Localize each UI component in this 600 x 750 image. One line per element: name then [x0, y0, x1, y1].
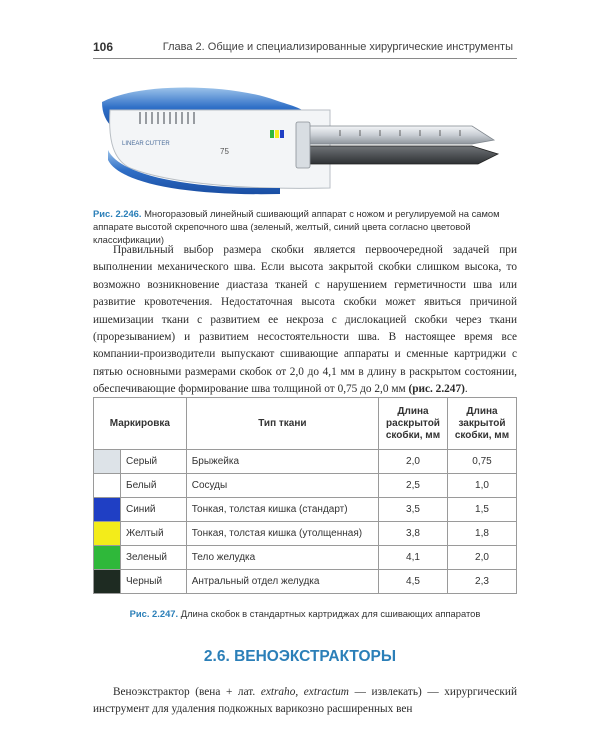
latin-term: extractum: [303, 686, 349, 698]
section-heading: 2.6. ВЕНОЭКСТРАКТОРЫ: [203, 648, 397, 665]
upper-jaw-shape: [300, 126, 494, 144]
caption-label: Рис. 2.246.: [93, 208, 142, 219]
indicator-yellow: [275, 130, 279, 138]
header-tissue: Тип ткани: [186, 398, 378, 450]
color-swatch-blue: [94, 498, 121, 522]
table-row: [94, 522, 517, 546]
color-swatch-yellow: [94, 522, 121, 546]
color-swatch-green: [94, 546, 121, 570]
caption-text: Длина скобок в стандартных картриджах для сшивающих аппаратов: [178, 608, 481, 619]
paragraph-text: Правильный выбор размера скобки является первоочередной задачей при выполнении механического шва. Если высота закрытой скобки слишком высока, то возможно возникновение диастаза тканей с нарушением герметичности шва или развитие кровотечения. Недостаточная высота скобки может явиться причиной ишемизации ткани с развитием ее некроза с дислокацией скобки через ткани (прорезыванием) и развитием несостоятельности шва. В настоящее время все компании-производители выпускают сшивающие аппараты и сменные картриджи с пятью основными размерами скобок от 2,0 до 4,1 мм в длину в раскрытом состоянии, обеспечивающие формирование шва толщиной от 0,75 до 2,0 мм: [93, 244, 517, 396]
tissue-type: Тело желудка: [186, 546, 378, 570]
caption-label: Рис. 2.247.: [129, 608, 179, 619]
figure-linear-cutter: [100, 80, 510, 198]
color-name: Серый: [121, 450, 187, 474]
color-swatch-gray: [94, 450, 121, 474]
jaw-collar-shape: [296, 122, 310, 168]
closed-length: 2,0: [448, 546, 517, 570]
header-closed-length: Длина закрытой скобки, мм: [448, 398, 517, 450]
paragraph-text: — извлекать) — хирургический инструмент для удаления подкожных варикозно расширенных вен: [93, 686, 518, 716]
tissue-type: Брыжейка: [186, 450, 378, 474]
color-name: Зеленый: [121, 546, 187, 570]
tissue-type: Тонкая, толстая кишка (утолщенная): [186, 522, 378, 546]
table-row: [94, 450, 517, 474]
figure-caption-246: [93, 207, 517, 246]
figure-reference: (рис. 2.247): [408, 383, 465, 396]
table-row: [94, 570, 517, 594]
color-swatch-black: [94, 570, 121, 594]
device-number-text: 75: [220, 147, 229, 156]
color-swatch-white: [94, 474, 121, 498]
open-length: 2,0: [379, 450, 448, 474]
paragraph-text: Веноэкстрактор (вена + лат.: [113, 686, 261, 698]
indicator-blue: [280, 130, 284, 138]
table-row: [94, 474, 517, 498]
closed-length: 1,8: [448, 522, 517, 546]
open-length: 4,5: [379, 570, 448, 594]
page-header: [93, 40, 517, 59]
paragraph-staple-size: [93, 242, 517, 399]
open-length: 2,5: [379, 474, 448, 498]
paragraph-veno-extractor: [93, 684, 517, 719]
table-row: [94, 546, 517, 570]
indicator-green: [270, 130, 274, 138]
open-length: 3,8: [379, 522, 448, 546]
header-open-length: Длина раскрытой скобки, мм: [379, 398, 448, 450]
linear-cutter-illustration: [100, 80, 510, 198]
closed-length: 1,5: [448, 498, 517, 522]
chapter-title: Глава 2. Общие и специализированные хирургические инструменты: [162, 41, 513, 53]
closed-length: 0,75: [448, 450, 517, 474]
device-label-text: LINEAR CUTTER: [122, 141, 170, 147]
page-number: 106: [93, 40, 114, 54]
table-header-row: [94, 398, 517, 450]
color-name: Желтый: [121, 522, 187, 546]
figure-caption-247: [93, 608, 517, 619]
closed-length: 2,3: [448, 570, 517, 594]
latin-term: extraho: [260, 686, 296, 698]
tissue-type: Сосуды: [186, 474, 378, 498]
tissue-type: Антральный отдел желудка: [186, 570, 378, 594]
header-marking: Маркировка: [94, 398, 187, 450]
color-name: Черный: [121, 570, 187, 594]
closed-length: 1,0: [448, 474, 517, 498]
caption-text: Многоразовый линейный сшивающий аппарат с ножом и регулируемой на самом аппарате высотой скрепочного шва (зеленый, желтый, синий цвета согласно цветовой классификации): [93, 208, 500, 245]
open-length: 4,1: [379, 546, 448, 570]
color-name: Синий: [121, 498, 187, 522]
paragraph-end: .: [464, 383, 468, 396]
open-length: 3,5: [379, 498, 448, 522]
tissue-type: Тонкая, толстая кишка (стандарт): [186, 498, 378, 522]
paragraph-text: ,: [295, 686, 304, 698]
color-name: Белый: [121, 474, 187, 498]
cartridge-table: [93, 397, 517, 594]
lower-jaw-shape: [300, 146, 498, 164]
table-row: [94, 498, 517, 522]
